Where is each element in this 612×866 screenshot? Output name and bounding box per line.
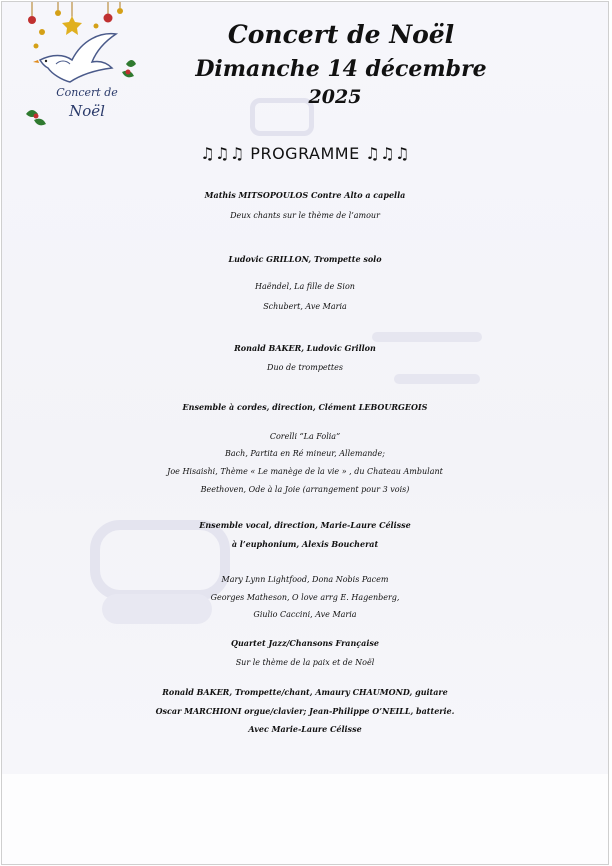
concert-date: Dimanche 14 décembre <box>195 56 487 82</box>
piece-line: Duo de trompettes <box>267 363 343 372</box>
performer-line: Ensemble vocal, direction, Marie-Laure Célisse <box>199 520 411 530</box>
performer-line: Quartet Jazz/Chansons Française <box>231 638 379 648</box>
piece-line: Bach, Partita en Ré mineur, Allemande; <box>225 449 385 458</box>
performer-line: Ludovic GRILLON, Trompette solo <box>228 254 382 264</box>
logo-text-line1: Concert de <box>56 86 118 99</box>
piece-line: Haëndel, La fille de Sion <box>255 282 355 291</box>
piece-line: Mary Lynn Lightfood, Dona Nobis Pacem <box>221 575 389 584</box>
piece-line: Deux chants sur le thème de l’amour <box>230 211 380 220</box>
piece-line: Joe Hisaishi, Thème « Le manège de la vie » , du Chateau Ambulant <box>167 467 443 476</box>
concert-title: Concert de Noël <box>227 20 455 49</box>
document-page <box>1 1 609 865</box>
performer-line: Ensemble à cordes, direction, Clément LEBOURGEOIS <box>182 402 428 412</box>
logo-text-line2: Noël <box>69 102 105 120</box>
performer-line: Avec Marie-Laure Célisse <box>248 724 362 734</box>
performer-line: Mathis MITSOPOULOS Contre Alto a capella <box>204 190 406 200</box>
piece-line: Sur le thème de la paix et de Noël <box>235 658 375 667</box>
performer-line: Ronald BAKER, Trompette/chant, Amaury CHAUMOND, guitare <box>162 687 448 697</box>
piece-line: Beethoven, Ode à la Joie (arrangement pour 3 vois) <box>200 485 410 494</box>
performer-line: Oscar MARCHIONI orgue/clavier; Jean-Philippe O’NEILL, batterie. <box>155 706 455 716</box>
piece-line: Georges Matheson, O love arrg E. Hagenberg, <box>210 593 400 602</box>
piece-line: Corelli “La Folia” <box>269 432 341 441</box>
performer-line: à l’euphonium, Alexis Boucherat <box>231 539 379 549</box>
piece-line: Schubert, Ave Maria <box>263 302 347 311</box>
piece-line: Giulio Caccini, Ave Maria <box>253 610 357 619</box>
programme-heading: ♫♫♫ PROGRAMME ♫♫♫ <box>200 144 410 163</box>
performer-line: Ronald BAKER, Ludovic Grillon <box>234 343 376 353</box>
concert-year: 2025 <box>308 86 362 108</box>
concert-logo <box>12 2 144 134</box>
